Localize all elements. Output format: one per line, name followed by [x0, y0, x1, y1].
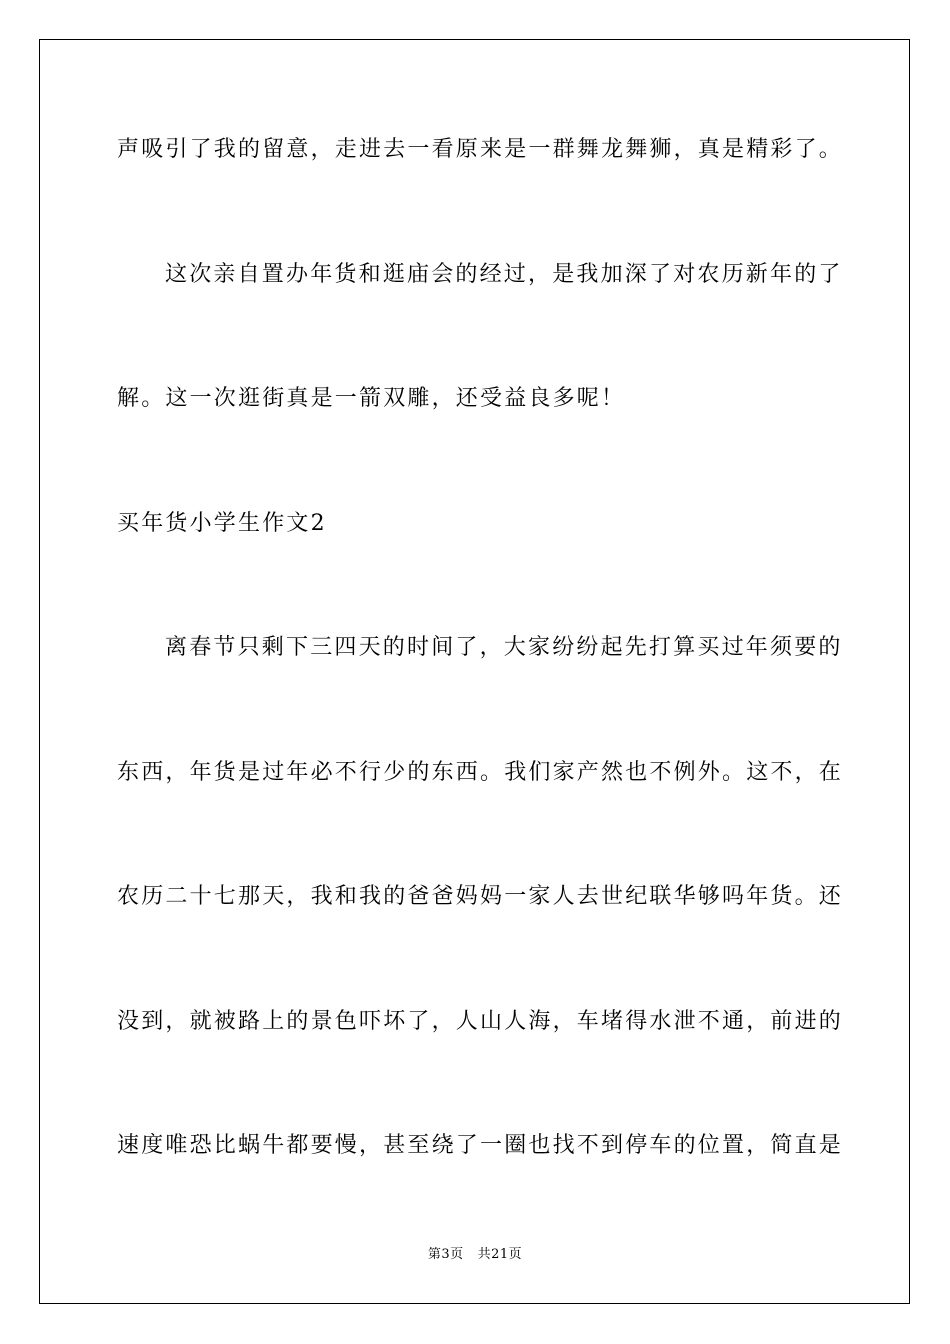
page-number-current: 第3页	[427, 1247, 464, 1262]
section-heading: 买年货小学生作文2	[117, 511, 327, 536]
body-line-5: 东西，年货是过年必不行少的东西。我们家产然也不例外。这不，在	[117, 760, 844, 785]
body-line-7: 没到，就被路上的景色吓坏了，人山人海，车堵得水泄不通，前进的	[117, 1009, 844, 1034]
page-frame	[39, 39, 910, 1304]
body-line-3: 解。这一次逛街真是一箭双雕，还受益良多呢！	[117, 386, 626, 411]
body-line-2: 这次亲自置办年货和逛庙会的经过，是我加深了对农历新年的了	[165, 262, 843, 287]
page-footer	[0, 1246, 950, 1264]
body-line-8: 速度唯恐比蜗牛都要慢，甚至绕了一圈也找不到停车的位置，简直是	[117, 1133, 844, 1158]
body-line-4: 离春节只剩下三四天的时间了，大家纷纷起先打算买过年须要的	[165, 635, 843, 660]
page-number-total: 共21页	[477, 1247, 523, 1262]
body-line-1: 声吸引了我的留意，走进去一看原来是一群舞龙舞狮，真是精彩了。	[117, 137, 844, 162]
body-line-6: 农历二十七那天，我和我的爸爸妈妈一家人去世纪联华够吗年货。还	[117, 884, 844, 909]
